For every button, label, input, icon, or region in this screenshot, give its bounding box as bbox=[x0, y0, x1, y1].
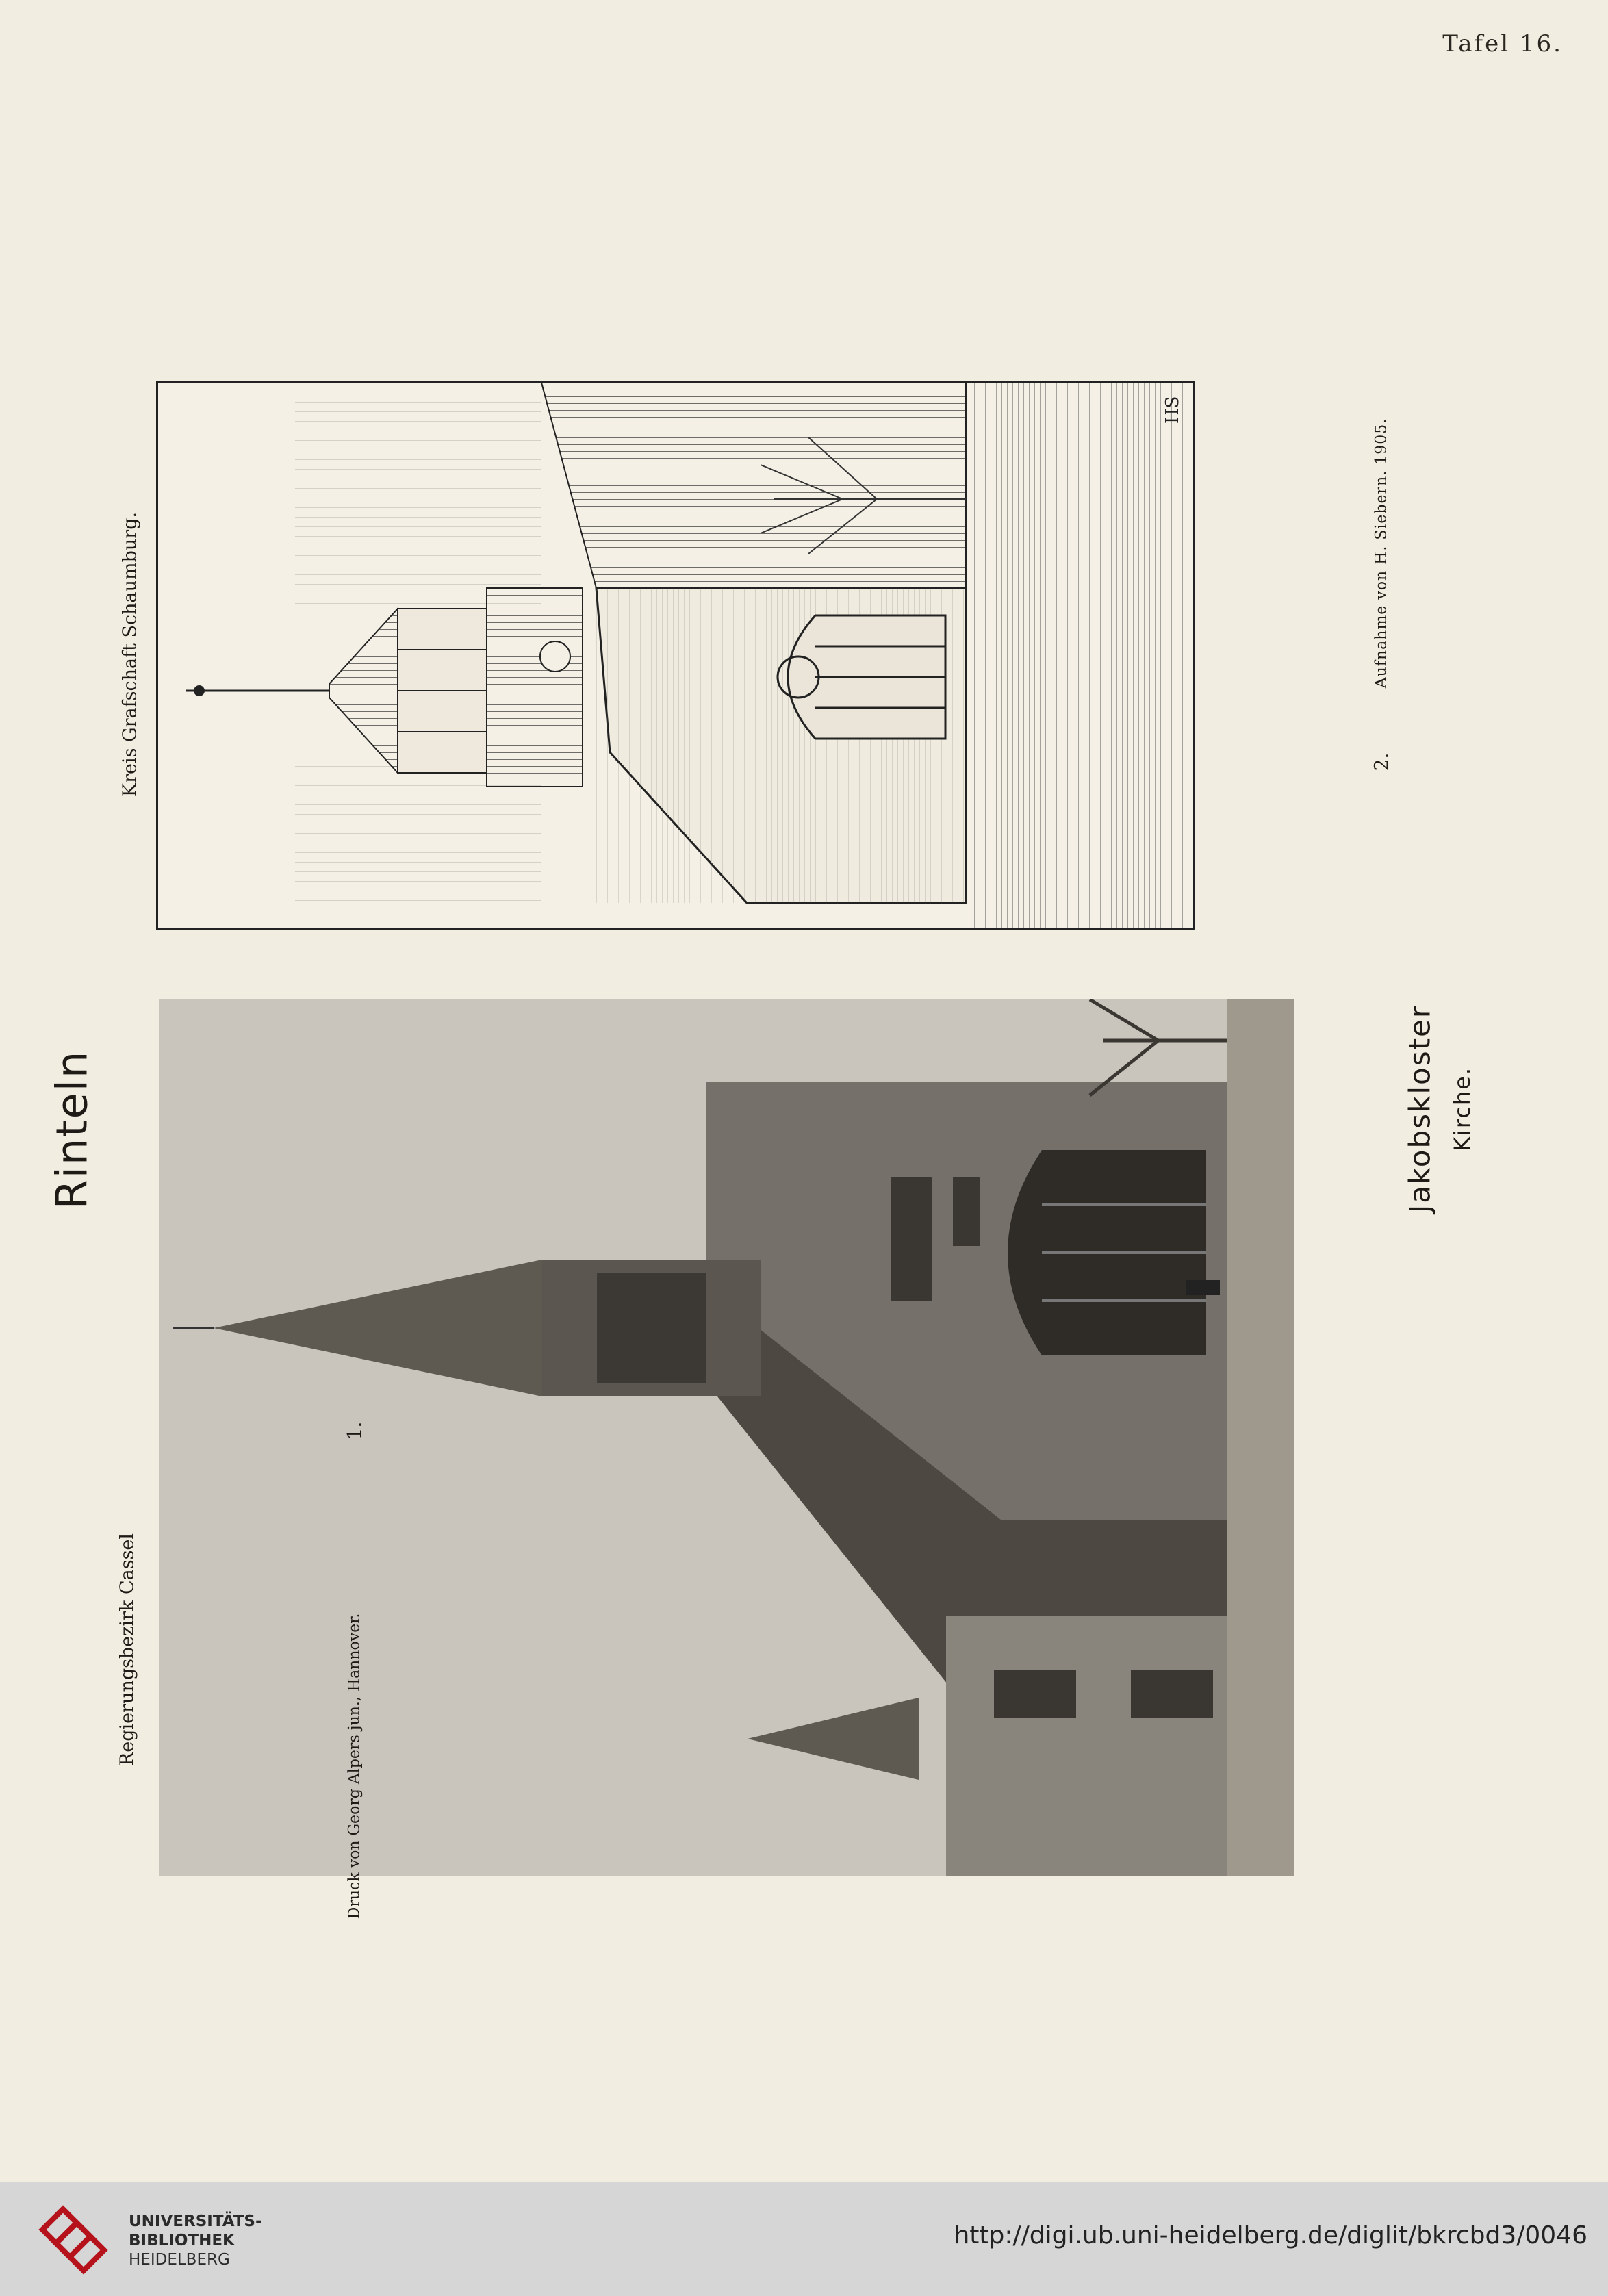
university-library-logo-icon[interactable] bbox=[36, 2202, 111, 2278]
district-caption: Regierungsbezirk Cassel bbox=[116, 1533, 138, 1767]
city-heading: Rinteln bbox=[47, 1049, 97, 1210]
library-footer bbox=[0, 2182, 1608, 2296]
permalink-url[interactable]: http://digi.ub.uni-heidelberg.de/diglit/bkrcbd3/0046 bbox=[954, 2221, 1587, 2249]
plate-number: Tafel 16. bbox=[1442, 30, 1563, 58]
printer-credit: Druck von Georg Alpers jun., Hannover. bbox=[346, 1613, 363, 1919]
church-photograph bbox=[159, 999, 1294, 1876]
church-line-drawing bbox=[156, 381, 1195, 930]
library-name-line1: UNIVERSITÄTS- bbox=[129, 2212, 262, 2230]
photo-illustration bbox=[159, 999, 1294, 1876]
drawing-number: 2. bbox=[1370, 752, 1393, 771]
drawing-credit: Aufnahme von H. Siebern. 1905. bbox=[1373, 418, 1390, 689]
library-name-line2: BIBLIOTHEK bbox=[129, 2232, 235, 2249]
caption-title: Jakobskloster bbox=[1403, 1004, 1437, 1214]
drawing-region-caption: Kreis Grafschaft Schaumburg. bbox=[119, 511, 141, 798]
drawing-monogram: HS bbox=[1162, 396, 1183, 424]
caption-subtitle: Kirche. bbox=[1449, 1066, 1475, 1152]
library-name bbox=[129, 2212, 262, 2269]
library-name-line3: HEIDELBERG bbox=[129, 2251, 230, 2269]
photo-number: 1. bbox=[343, 1421, 366, 1440]
drawing-illustration bbox=[158, 383, 1193, 928]
